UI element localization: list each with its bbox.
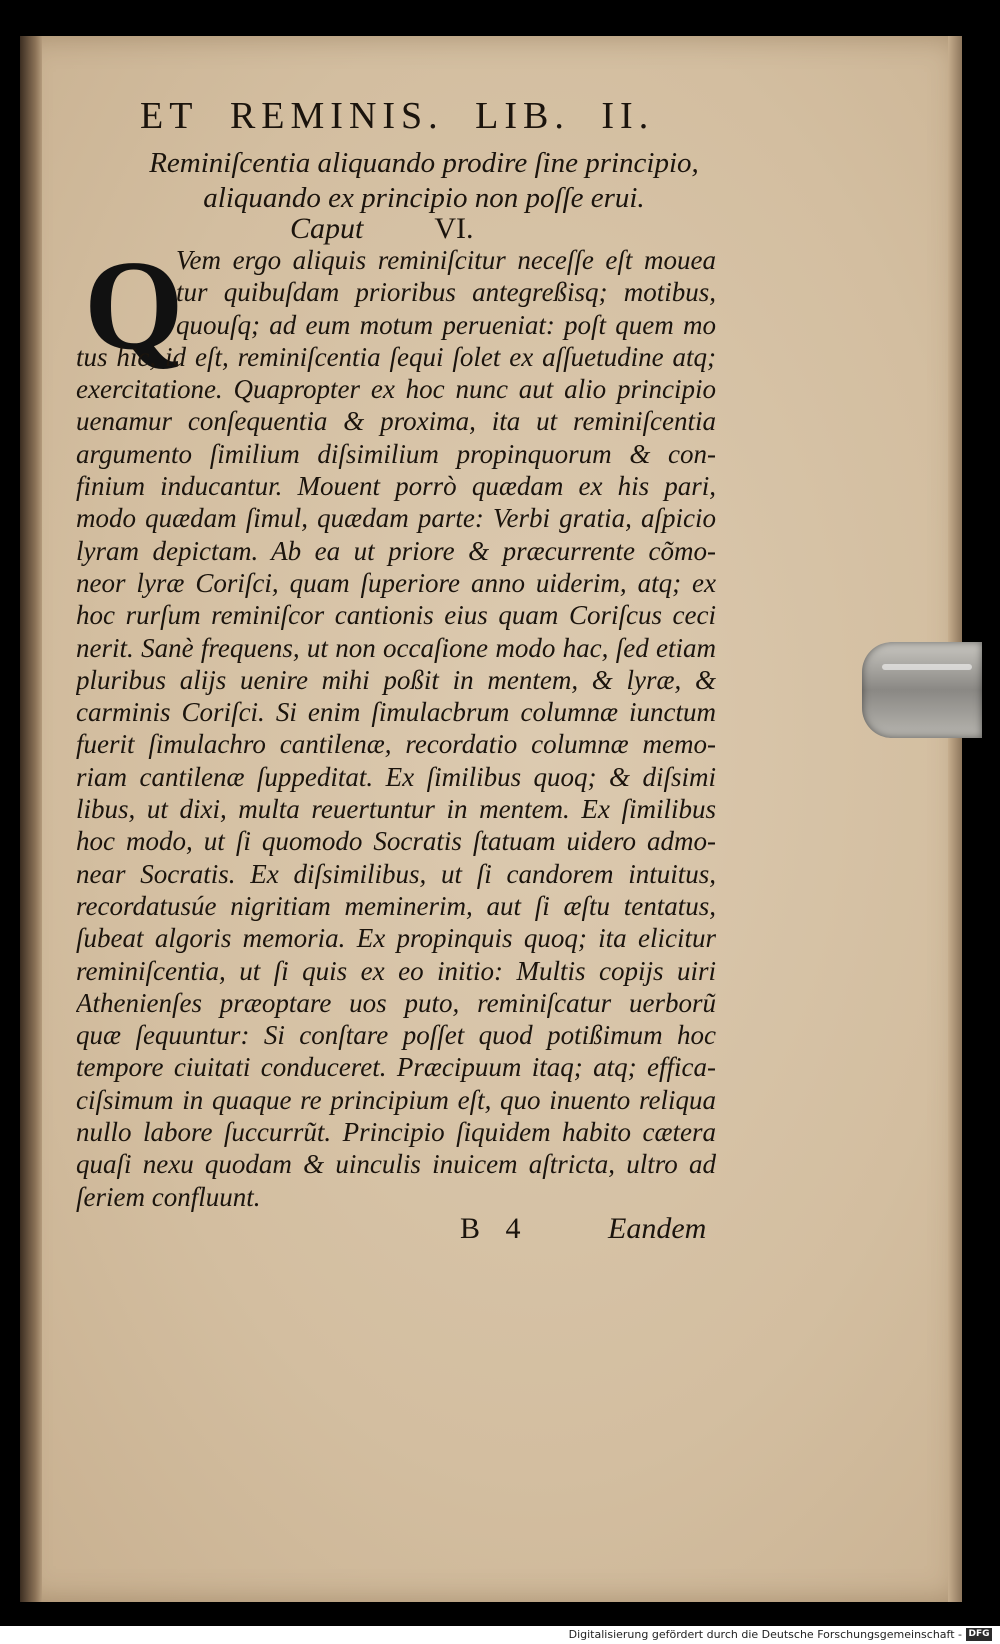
text-line: fuerit ſimulachro cantilenæ, recordatio columnæ memo- bbox=[76, 729, 716, 760]
chapter-label bbox=[290, 212, 590, 246]
text-line: reminiſcentia, ut ſi quis ex eo initio: Multis copijs uiri bbox=[76, 955, 716, 986]
page-clip bbox=[862, 642, 982, 738]
dfg-logo: DFG bbox=[966, 1628, 992, 1641]
caput-word: Caput bbox=[290, 212, 364, 245]
running-head-lib: LIB. bbox=[475, 95, 570, 137]
text-line: pluribus alijs uenire mihi poßit in mentem, & lyræ, & bbox=[76, 664, 716, 695]
text-line: tempore ciuitati conduceret. Præcipuum itaq; atq; effica- bbox=[76, 1052, 716, 1083]
text-line: quæ ſequuntur: Si conſtare poſſet quod potißimum hoc bbox=[76, 1020, 716, 1051]
text-line: recordatusúe nigritiam meminerim, aut ſi æſtu tentatus, bbox=[76, 890, 716, 921]
page-edge bbox=[948, 36, 962, 1602]
text-line: tus hic, id eſt, reminiſcentia ſequi ſolet ex aſſuetudine atq; bbox=[76, 341, 716, 372]
text-line: libus, ut dixi, multa reuertuntur in mentem. Ex ſimilibus bbox=[76, 794, 716, 825]
book-spine bbox=[20, 36, 42, 1602]
text-line: ſeriem confluunt. bbox=[76, 1181, 261, 1212]
chapter-number: VI. bbox=[434, 212, 474, 245]
text-line: exercitatione. Quapropter ex hoc nunc aut alio principio bbox=[76, 374, 716, 405]
chapter-title bbox=[124, 146, 724, 216]
text-line: nerit. Sanè frequens, ut non occaſione modo hac, ſed etiam bbox=[76, 632, 716, 663]
chapter-title-line: Reminiſcentia aliquando prodire ſine principio, bbox=[149, 147, 699, 179]
text-line: carminis Coriſci. Si enim ſimulacbrum columnæ iunctum bbox=[76, 697, 716, 728]
running-head-folio: II. bbox=[601, 95, 655, 137]
chapter-title-line: aliquando ex principio non poſſe erui. bbox=[203, 182, 645, 214]
text-line: ciſsimum in quaque re principium eſt, quo inuento reliqua bbox=[76, 1084, 716, 1115]
text-line: hoc rurſum reminiſcor cantionis eius quam Coriſcus ceci bbox=[76, 600, 716, 631]
text-line: Athenienſes præoptare uos puto, reminiſcatur uerborũ bbox=[76, 987, 716, 1018]
text-line: Vem ergo aliquis reminiſcitur neceſſe eſt moueа bbox=[176, 245, 716, 275]
text-line: hoc modo, ut ſi quomodo Socratis ſtatuam uidero admo- bbox=[76, 826, 716, 857]
text-line: near Socratis. Ex diſsimilibus, ut ſi candorem intuitus, bbox=[76, 858, 716, 889]
running-head bbox=[140, 94, 700, 138]
running-head-middle: REMINIS. bbox=[229, 95, 444, 137]
text-line: quaſi nexu quodam & uinculis inuicem aſtricta, ultro ad bbox=[76, 1149, 716, 1180]
text-line: lyram depictam. Ab ea ut priore & præcurrente cõmo- bbox=[76, 535, 716, 566]
body-text bbox=[76, 234, 716, 1213]
signature-mark: B bbox=[460, 1212, 481, 1245]
text-line: argumento ſimilium diſsimilium propinquorum & con- bbox=[76, 438, 716, 469]
text-line: modo quædam ſimul, quædam parte: Verbi gratia, aſpicio bbox=[76, 503, 716, 534]
catchline bbox=[460, 1212, 720, 1246]
catchword: Eandem bbox=[608, 1212, 707, 1245]
footer-credit: Digitalisierung gefördert durch die Deutsche Forschungsgemeinschaft - bbox=[568, 1628, 962, 1641]
signature-number: 4 bbox=[505, 1212, 521, 1245]
text-line: finium inducantur. Mouent porrò quædam ex his pari, bbox=[76, 471, 716, 502]
text-line: quouſq; ad eum motum perueniat: poſt quem mo bbox=[176, 309, 716, 340]
decorated-initial: Q bbox=[84, 234, 184, 376]
text-line: uenamur conſequentia & proxima, ita ut reminiſcentia bbox=[76, 406, 716, 437]
running-head-left: ET bbox=[140, 95, 199, 137]
text-line: tur quibuſdam prioribus antegreßisq; motibus, bbox=[176, 277, 716, 308]
text-line: ſubeat algoris memoria. Ex propinquis quoq; ita elicitur bbox=[76, 923, 716, 954]
text-line: nullo labore ſuccurrũt. Principio ſiquidem habito cætera bbox=[76, 1117, 716, 1148]
text-line: neor lyræ Coriſci, quam ſuperiore anno uiderim, atq; ex bbox=[76, 567, 716, 598]
text-line: riam cantilenæ ſuppeditat. Ex ſimilibus quoq; & diſsimi bbox=[76, 761, 716, 792]
